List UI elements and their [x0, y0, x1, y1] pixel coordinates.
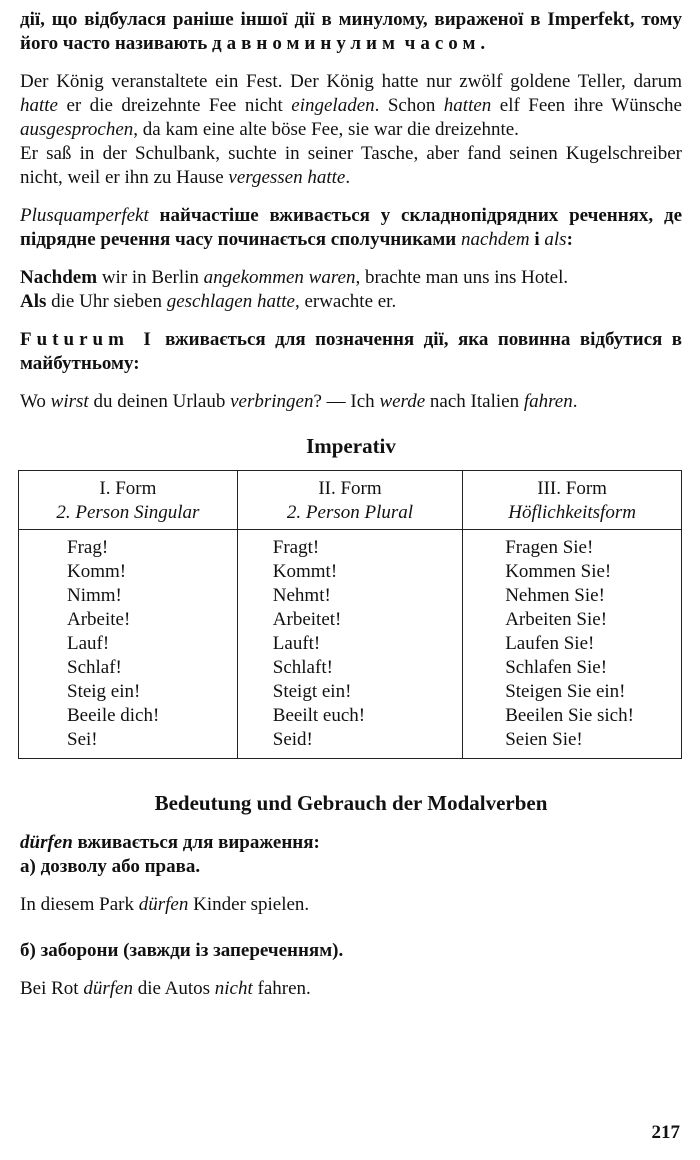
imperative-form: Steigen Sie ein! — [505, 681, 626, 702]
imperative-form: Frag! — [67, 537, 109, 558]
imperative-form: Schlaft! — [272, 657, 333, 678]
imperative-form: Beeilen Sie sich! — [505, 705, 634, 726]
paragraph-duerfen-intro: dürfen вживається для вираження: — [20, 832, 320, 853]
example-als: Als die Uhr sieben geschlagen hatte, erwachte er. — [20, 291, 397, 312]
example-park: In diesem Park dürfen Kinder spielen. — [20, 894, 310, 915]
imperative-form: Kommen Sie! — [505, 561, 612, 582]
heading-modalverben: Bedeutung und Gebrauch der Modalverben — [154, 791, 548, 815]
point-a-permission: а) дозволу або права. — [20, 856, 201, 877]
example-rot: Bei Rot dürfen die Autos nicht fahren. — [20, 978, 311, 999]
forms-column-1 — [19, 530, 238, 759]
example-koenig: Der König veranstaltete ein Fest. Der König hatte nur zwölf goldene Teller, darum hatte er die dreizehnte Fee nicht eingeladen. Schon hatten elf Feen ihre Wünsche ausgesprochen, da kam eine alte böse Fee, sie war die dreizehnte. — [20, 71, 682, 140]
imperative-form: Laufen Sie! — [505, 633, 595, 654]
imperative-form: Lauft! — [272, 633, 321, 654]
header-cell-form-2: II. Form 2. Person Plural — [237, 471, 462, 530]
imperative-form: Beeile dich! — [67, 705, 160, 726]
imperative-form: Nehmen Sie! — [505, 585, 605, 606]
term-davnominulym: давноминулим — [212, 33, 400, 54]
page-number: 217 — [651, 1122, 680, 1143]
imperative-form: Fragt! — [272, 537, 320, 558]
imperativ-table — [18, 470, 682, 759]
table-header-row — [19, 471, 682, 530]
imperative-form: Sei! — [67, 729, 98, 750]
imperative-form: Arbeitet! — [272, 609, 342, 630]
forms-column-2 — [237, 530, 462, 759]
paragraph-nachdem-als: Plusquamperfekt найчастіше вживається у складнопідрядних реченнях, де підрядне речення часу починається сполучниками nachdem і als: — [20, 205, 682, 250]
heading-imperativ: Imperativ — [306, 434, 396, 458]
imperative-form: Beeilt euch! — [272, 705, 366, 726]
imperative-form: Steigt ein! — [272, 681, 352, 702]
forms-column-3 — [463, 530, 682, 759]
imperative-form: Steig ein! — [67, 681, 141, 702]
point-b-prohibition: б) заборони (завжди із запереченням). — [20, 940, 344, 961]
imperative-form: Seien Sie! — [505, 729, 583, 750]
paragraph-futurum: Futurum I вживається для позначення дії, яка повинна відбутися в майбутньому: — [20, 329, 682, 374]
paragraph-plusquamperfekt-definition: дії, що відбулася раніше іншої дії в минулому, вираженої в Imperfekt, тому його часто називають давноминулим часом. — [20, 9, 683, 54]
example-schulbank: Er saß in der Schulbank, suchte in seiner Tasche, aber fand seinen Kugelschreiber nicht, weil er ihn zu Hause vergessen hatte. — [20, 143, 682, 188]
imperative-form: Arbeiten Sie! — [505, 609, 608, 630]
term-chasom: часом — [404, 33, 481, 54]
header-cell-form-1: I. Form 2. Person Singular — [19, 471, 238, 530]
imperative-form: Fragen Sie! — [505, 537, 594, 558]
imperative-form: Kommt! — [272, 561, 338, 582]
imperative-form: Schlaf! — [67, 657, 122, 678]
imperative-form: Komm! — [67, 561, 127, 582]
imperative-form: Nimm! — [67, 585, 122, 606]
imperative-form: Lauf! — [67, 633, 110, 654]
imperative-form: Arbeite! — [67, 609, 131, 630]
table-body-row — [19, 530, 682, 759]
example-nachdem: Nachdem wir in Berlin angekommen waren, brachte man uns ins Hotel. — [20, 267, 569, 288]
example-futurum: Wo wirst du deinen Urlaub verbringen? — Ich werde nach Italien fahren. — [20, 391, 578, 412]
imperative-form: Schlafen Sie! — [505, 657, 608, 678]
imperative-form: Seid! — [272, 729, 313, 750]
header-cell-form-3: III. Form Höflichkeitsform — [463, 471, 682, 530]
term-futurum: Futurum I — [20, 329, 156, 350]
page-body — [20, 8, 682, 1001]
imperative-form: Nehmt! — [272, 585, 331, 606]
